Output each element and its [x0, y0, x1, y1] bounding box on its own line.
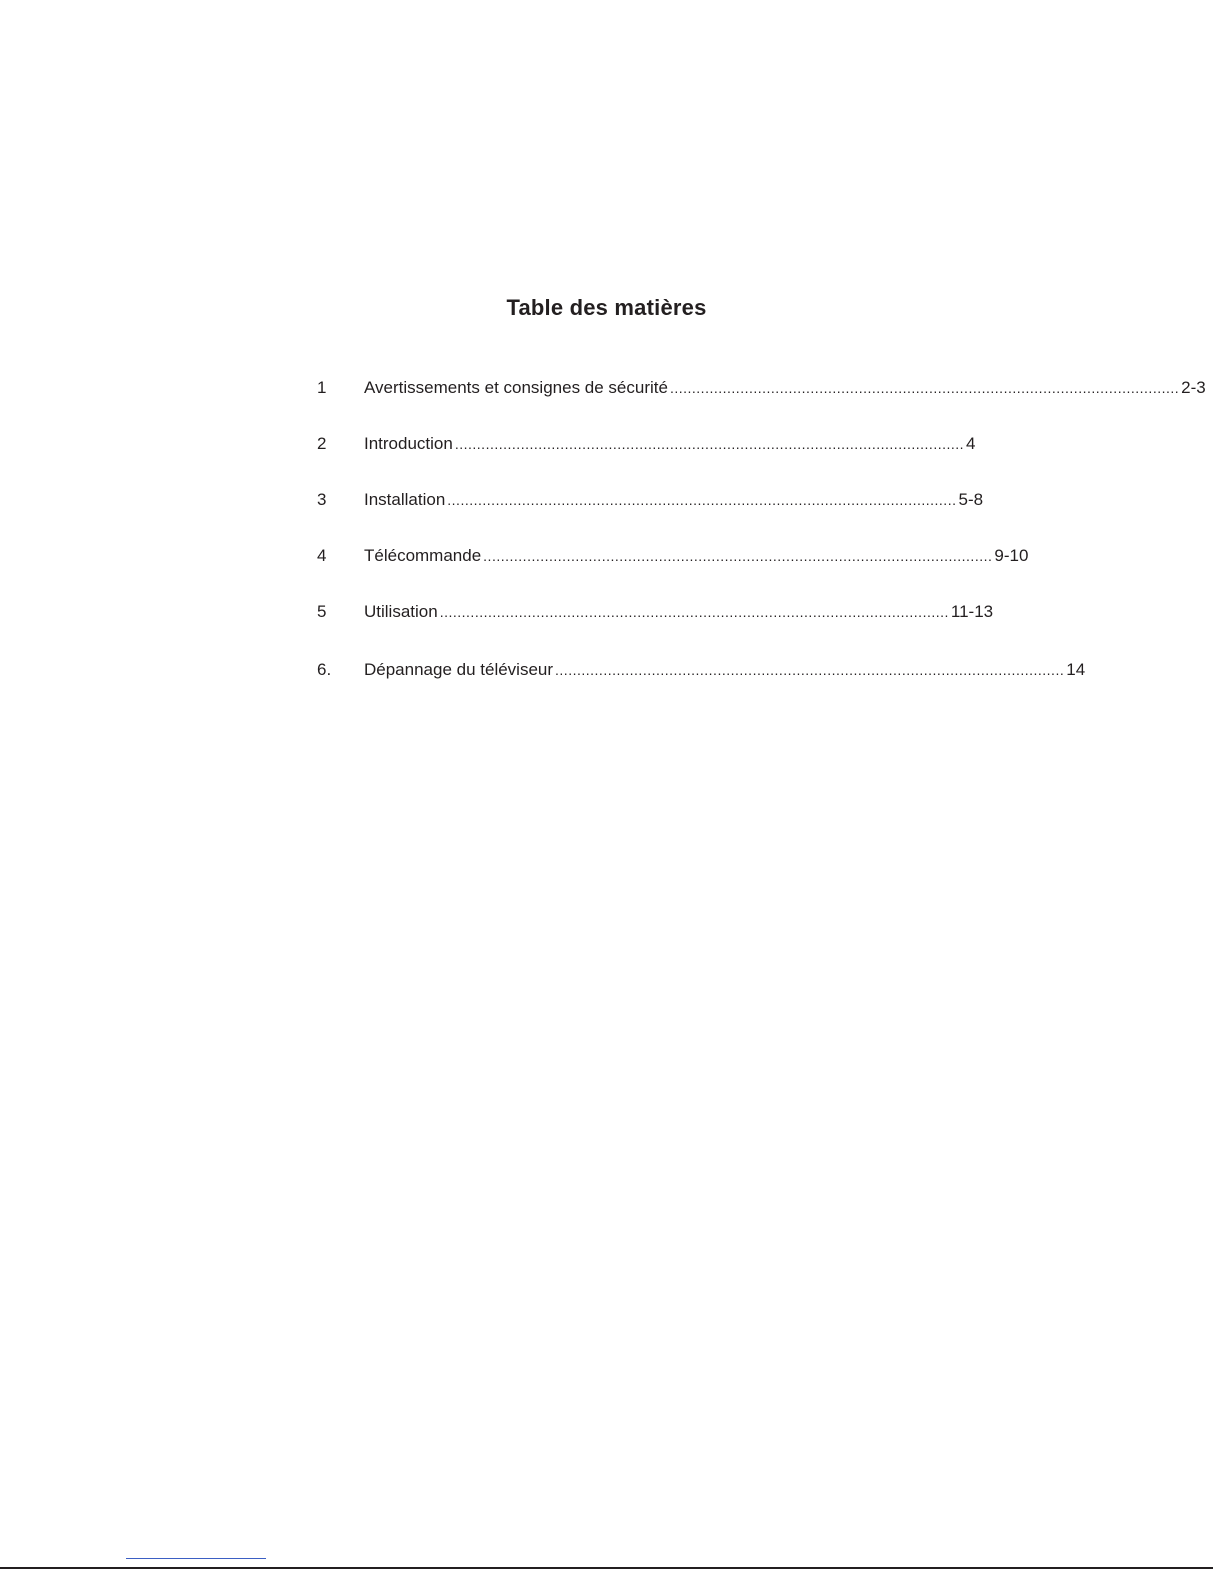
toc-leader-dots: .................................................................................................................... [483, 548, 993, 564]
toc-entry-label: Télécommande [364, 546, 482, 565]
toc-leader-dots: .................................................................................................................... [454, 436, 965, 452]
toc-entry-label: Installation [364, 490, 446, 509]
toc-entry-number: 1 [317, 378, 327, 397]
toc-entry [317, 656, 1086, 684]
toc-entry-number: 5 [317, 602, 327, 621]
toc-entry [317, 598, 994, 626]
toc-entry-page: 14 [1066, 660, 1086, 679]
toc-leader-dots: .................................................................................................................... [439, 604, 949, 620]
toc-leader-dots: .................................................................................................................... [669, 380, 1180, 396]
toc-leader-dots: .................................................................................................................... [447, 492, 957, 508]
toc-entry-page: 5-8 [958, 490, 984, 509]
toc-entry-label: Introduction [364, 434, 453, 453]
toc-entry-number: 4 [317, 546, 327, 565]
toc-entry-number: 2 [317, 434, 327, 453]
footer-rule [0, 1567, 1213, 1569]
toc-entry-page: 4 [966, 434, 976, 453]
toc-entry-label: Utilisation [364, 602, 438, 621]
toc-list [317, 374, 1206, 684]
page-title: Table des matières [506, 295, 707, 320]
footer-link-underline [126, 1558, 266, 1559]
toc-entry-page: 9-10 [994, 546, 1029, 565]
toc-entry-page: 11-13 [950, 602, 994, 621]
toc-entry [317, 486, 984, 514]
toc-entry-number: 6. [317, 660, 332, 679]
toc-entry [317, 374, 1206, 402]
toc-leader-dots: .................................................................................................................... [555, 662, 1065, 678]
toc-entry-number: 3 [317, 490, 327, 509]
toc-entry [317, 430, 976, 458]
toc-entry-label: Dépannage du téléviseur [364, 660, 554, 679]
toc-entry [317, 542, 1029, 570]
toc-entry-label: Avertissements et consignes de sécurité [364, 378, 668, 397]
toc-entry-page: 2-3 [1181, 378, 1206, 397]
